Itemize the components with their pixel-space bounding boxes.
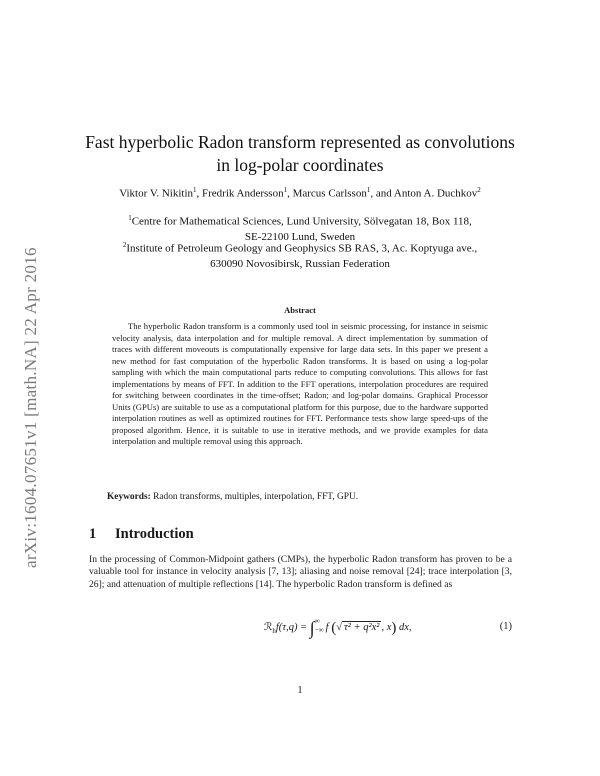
- equation-body: [264, 617, 412, 639]
- equation-1: [89, 613, 512, 643]
- equation-lhs-args: f(τ,q) =: [275, 622, 308, 633]
- sqrt-content: τ² + q²x²: [343, 622, 380, 633]
- author-affiliation-mark: 1: [283, 186, 288, 194]
- section-heading: [89, 526, 194, 543]
- arxiv-identifier: arXiv:1604.07651v1 [math.NA] 22 Apr 2016: [21, 247, 40, 568]
- after-sqrt: , x: [381, 622, 392, 633]
- author-affiliation-mark: 1: [193, 186, 197, 194]
- affiliation-line: Institute of Petroleum Geology and Geophysics SB RAS, 3, Ac. Koptyuga ave.,: [126, 242, 478, 255]
- author-name: Viktor V. Nikitin: [119, 187, 194, 200]
- radon-subscript: h: [272, 627, 276, 636]
- author-list: Viktor V. Nikitin$^1$, Fredrik Andersson$^1$, Marcus Carlsson$^1$, and Anton A. Duchkov$^2$: [119, 186, 481, 200]
- affiliation: [60, 238, 540, 272]
- affiliation-line: Centre for Mathematical Sciences, Lund University, Sölvegatan 18, Box 118,: [131, 215, 472, 228]
- author-affiliation-mark: 2: [477, 186, 481, 194]
- lower-limit: −∞: [314, 626, 324, 634]
- page-number: 1: [297, 685, 303, 696]
- affiliation-line: 630090 Novosibirsk, Russian Federation: [210, 257, 390, 270]
- author-name: Fredrik Andersson: [202, 187, 284, 200]
- abstract-text: The hyperbolic Radon transform is a commonly used tool in seismic processing, for instance in seismic velocity analysis, data interpolation and for multiple removal. A direct implementation by summation of traces with different moveouts is computationally expensive for large data sets. In this paper we present a new method for fast computation of the hyperbolic Radon transforms. It is based on using a log-polar sampling with which the main computational parts reduce to computing convolutions. This allows for fast implementations by means of FFT. In addition to the FFT operations, interpolation procedures are required for switching between coordinates in the time-offset; Radon; and log-polar domains. Graphical Processor Units (GPUs) are suitable to use as a computational platform for this purpose, due to the hardware supported interpolation routines as well as optimized routines for FFT. Performance tests show large speed-ups of the proposed algorithm. Hence, it is suitable to use in iterative methods, and we provide examples for data interpolation and multiple removal using this approach.: [112, 321, 488, 446]
- paper-title: [60, 131, 540, 177]
- integral-limits: [315, 617, 324, 635]
- radon-operator: ℛ: [264, 622, 273, 633]
- affiliation-mark: 2: [122, 241, 127, 249]
- left-paren-icon: (: [331, 620, 337, 636]
- affiliation-mark: 1: [128, 214, 132, 222]
- abstract-heading: Abstract: [284, 305, 316, 315]
- author-name: Anton A. Duchkov: [393, 187, 478, 200]
- affiliation-line: SE-22100 Lund, Sweden: [244, 230, 356, 243]
- introduction-paragraph: In the processing of Common-Midpoint gathers (CMPs), the hyperbolic Radon transform has proven to be a valuable tool for instance in velocity analysis [7, 13]; aliasing and noise removal [24]; trace interpolation [3, 26]; and attenuation of multiple reflections [14]. The hyperbolic Radon transform is defined as: [89, 554, 512, 590]
- author-name: Marcus Carlsson: [292, 187, 367, 200]
- title-line-2: in log-polar coordinates: [216, 155, 384, 175]
- title-line-1: Fast hyperbolic Radon transform represented as convolutions: [85, 132, 515, 152]
- keywords-text: Radon transforms, multiples, interpolation, FFT, GPU.: [153, 492, 359, 502]
- keywords-label: Keywords:: [107, 492, 151, 502]
- integral-sign-icon: ∫: [309, 618, 315, 638]
- section-number: 1: [89, 526, 97, 542]
- author-affiliation-mark: 1: [366, 186, 371, 194]
- differential: dx,: [398, 622, 412, 633]
- integrand-function: f: [325, 622, 329, 633]
- equation-number: (1): [499, 621, 512, 632]
- right-paren-icon: ): [391, 620, 397, 636]
- sqrt-icon: √: [336, 622, 342, 633]
- section-title: Introduction: [115, 526, 194, 542]
- keywords: [107, 492, 507, 502]
- upper-limit: ∞: [314, 617, 320, 625]
